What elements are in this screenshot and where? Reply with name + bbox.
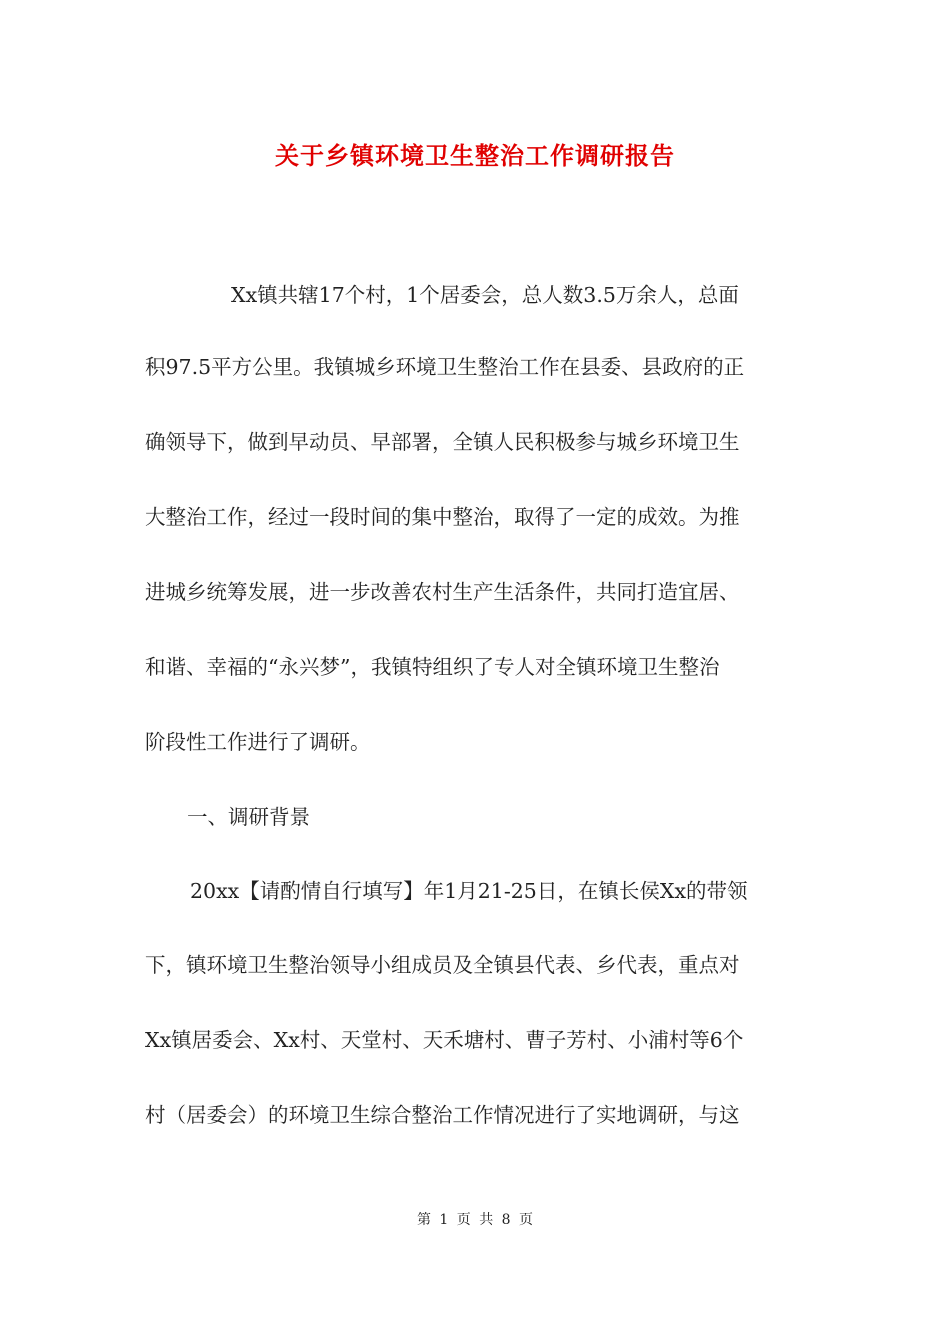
paragraph-1-line-4: 大整治工作，经过一段时间的集中整治，取得了一定的成效。为推 — [145, 505, 740, 529]
paragraph-1-line-3: 确领导下，做到早动员、早部署，全镇人民积极参与城乡环境卫生 — [145, 430, 740, 454]
page-footer: 第 1 页 共 8 页 — [416, 1212, 534, 1228]
paragraph-1-line-5: 进城乡统筹发展，进一步改善农村生产生活条件，共同打造宜居、 — [145, 580, 740, 604]
paragraph-1-line-2: 积97.5平方公里。我镇城乡环境卫生整治工作在县委、县政府的正 — [145, 355, 745, 379]
paragraph-2-line-1: 20xx【请酌情自行填写】年1月21-25日，在镇长侯Xx的带领 — [190, 879, 748, 903]
paragraph-2-line-3: Xx镇居委会、Xx村、天堂村、天禾塘村、曹子芳村、小浦村等6个 — [145, 1028, 744, 1052]
paragraph-1-line-7: 阶段性工作进行了调研。 — [145, 730, 371, 754]
paragraph-1-line-1: Xx镇共辖17个村，1个居委会，总人数3.5万余人，总面 — [231, 283, 739, 307]
paragraph-2-line-4: 村（居委会）的环境卫生综合整治工作情况进行了实地调研，与这 — [145, 1103, 740, 1127]
paragraph-2-line-2: 下，镇环境卫生整治领导小组成员及全镇县代表、乡代表，重点对 — [145, 953, 740, 977]
section-heading: 一、调研背景 — [187, 805, 310, 829]
document-title: 关于乡镇环境卫生整治工作调研报告 — [275, 141, 675, 170]
paragraph-1-line-6: 和谐、幸福的“永兴梦”，我镇特组织了专人对全镇环境卫生整治 — [145, 655, 720, 679]
